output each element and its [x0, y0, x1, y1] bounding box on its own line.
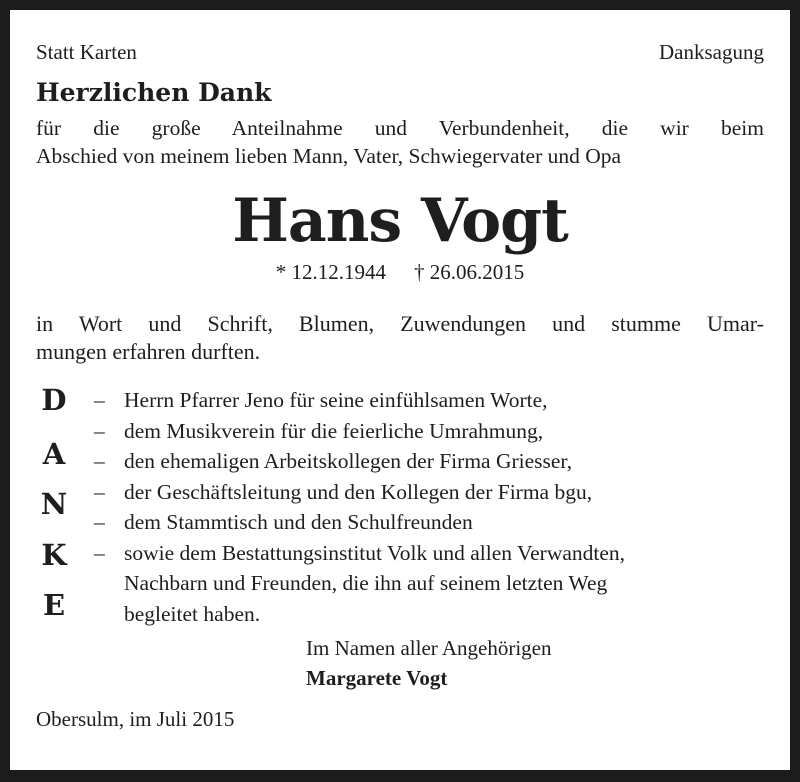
- danke-letter: K: [41, 538, 67, 572]
- signature-label: Im Namen aller Angehörigen: [306, 636, 552, 660]
- dash-marker: –: [94, 540, 105, 565]
- list-item: – Herrn Pfarrer Jeno für seine einfühlsamen Worte,: [94, 385, 774, 416]
- dash-marker: –: [94, 449, 105, 473]
- place-and-date: Obersulm, im Juli 2015: [36, 707, 235, 731]
- death-date: † 26.06.2015: [414, 260, 525, 284]
- danke-letter: A: [42, 437, 66, 471]
- thanks-paragraph: [36, 310, 764, 366]
- list-item: – der Geschäftsleitung und den Kollegen der Firma bgu,: [94, 477, 774, 508]
- dash-marker: –: [94, 510, 105, 534]
- paragraph-line-1: in Wort und Schrift, Blumen, Zuwendungen und stumme Umar-: [36, 311, 764, 336]
- obituary-notice: [10, 10, 790, 770]
- danksagung-label: Danksagung: [659, 40, 764, 64]
- list-item-continuation: Nachbarn und Freunden, die ihn auf seinem letzten Weg: [124, 571, 608, 595]
- danke-letter: E: [42, 588, 66, 622]
- list-item: – dem Musikverein für die feierliche Umrahmung,: [94, 416, 774, 447]
- birth-date: * 12.12.1944: [275, 260, 386, 284]
- intro-line-1: für die große Anteilnahme und Verbundenheit, die wir beim: [36, 116, 764, 140]
- deceased-name: Hans Vogt: [232, 186, 568, 256]
- list-item-continuation: begleitet haben.: [124, 601, 261, 626]
- signature-name: Margarete Vogt: [306, 666, 448, 690]
- dash-marker: –: [94, 418, 105, 443]
- life-dates: [10, 260, 790, 285]
- list-item: – sowie dem Bestattungsinstitut Volk und allen Verwandten,: [94, 538, 774, 569]
- dash-marker: –: [94, 388, 105, 412]
- list-item: – den ehemaligen Arbeitskollegen der Firma Griesser,: [94, 446, 774, 477]
- statt-karten-label: Statt Karten: [36, 40, 137, 64]
- paragraph-line-2: mungen erfahren durften.: [36, 339, 261, 364]
- danke-letter: N: [40, 487, 68, 521]
- danke-letter: D: [41, 383, 67, 417]
- list-item: – dem Stammtisch und den Schulfreunden: [94, 507, 774, 538]
- thanks-list: [94, 385, 774, 629]
- intro-line-2: Abschied von meinem lieben Mann, Vater, Schwiegervater und Opa: [36, 144, 622, 168]
- dash-marker: –: [94, 479, 105, 504]
- intro-text: [36, 114, 764, 170]
- headline: Herzlichen Dank: [36, 78, 272, 107]
